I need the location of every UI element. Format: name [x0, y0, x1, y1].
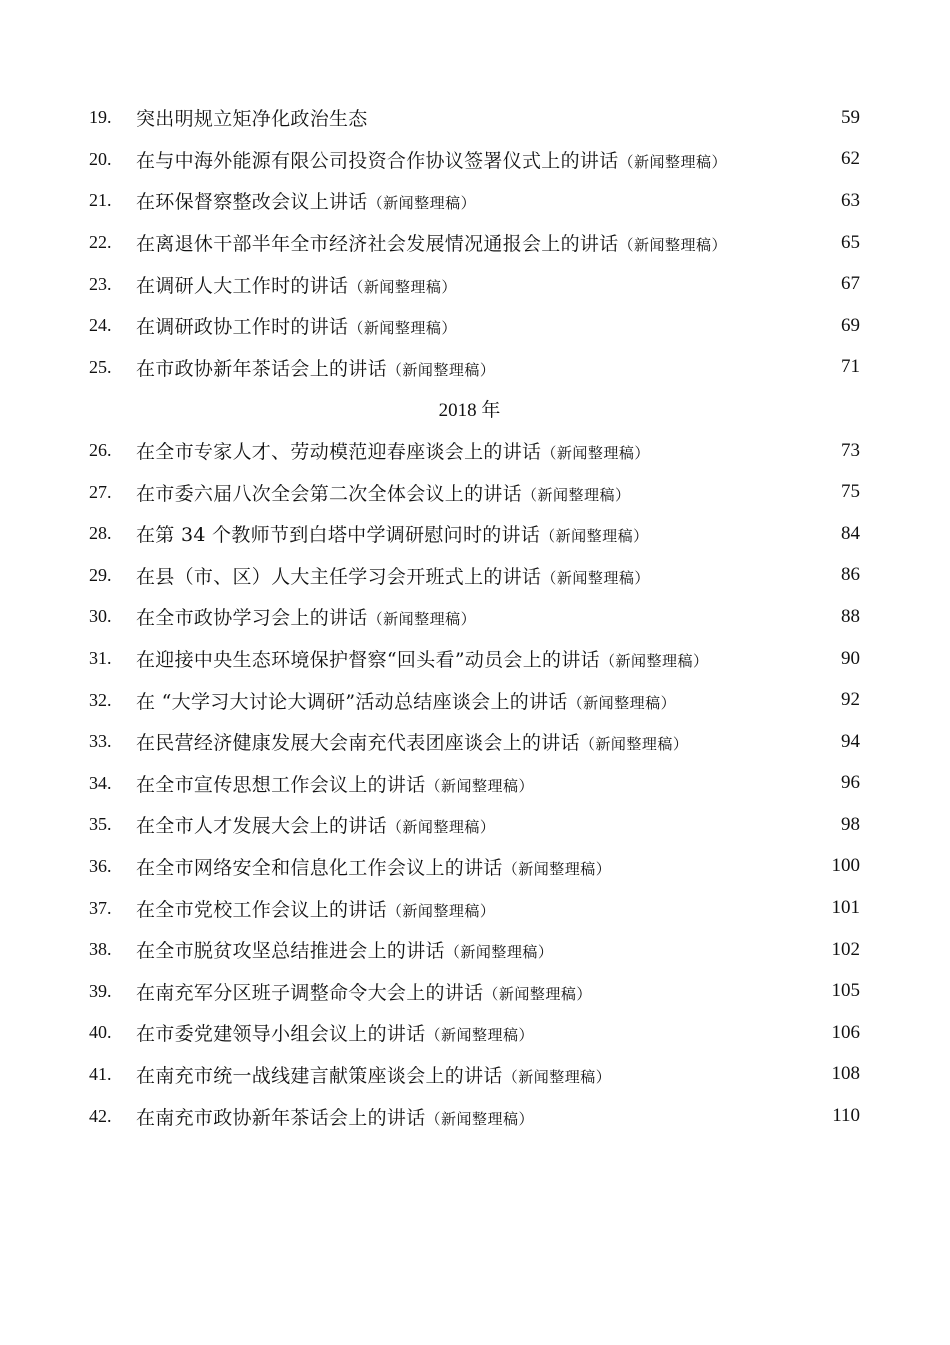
entry-page-number: 71 — [841, 356, 860, 378]
entry-title-wrap — [136, 229, 835, 256]
entry-title: 在与中海外能源有限公司投资合作协议签署仪式上的讲话 — [136, 149, 619, 172]
entry-title: 在全市政协学习会上的讲话 — [136, 607, 368, 630]
entry-page-number: 105 — [831, 980, 860, 1002]
entry-title: 在南充市统一战线建言献策座谈会上的讲话 — [136, 1064, 503, 1087]
toc-entry[interactable] — [89, 430, 860, 472]
entry-title-wrap — [136, 645, 835, 672]
entry-title-wrap — [136, 1061, 826, 1088]
entry-note: （新闻整理稿） — [425, 1109, 535, 1128]
entry-title-wrap — [136, 853, 826, 880]
entry-note: （新闻整理稿） — [386, 818, 496, 837]
entry-note: （新闻整理稿） — [367, 610, 477, 629]
entry-number: 32. — [89, 689, 112, 710]
entry-title-wrap — [136, 437, 835, 464]
entry-page-number: 100 — [831, 855, 860, 877]
entry-number: 30. — [89, 606, 112, 627]
entry-number: 39. — [89, 980, 112, 1001]
entry-number: 19. — [89, 107, 112, 128]
entry-title: 在 “大学习大讨论大调研”活动总结座谈会上的讲话 — [136, 690, 568, 713]
entry-title-wrap — [136, 603, 835, 630]
entry-page-number: 102 — [831, 938, 860, 960]
entry-title-wrap — [136, 936, 826, 963]
toc-entry[interactable] — [89, 1054, 860, 1096]
entry-title: 突出明规立矩净化政治生态 — [136, 108, 368, 131]
entry-page-number: 84 — [841, 522, 860, 544]
toc-entry[interactable] — [89, 887, 860, 929]
entry-number: 34. — [89, 772, 112, 793]
entry-note: （新闻整理稿） — [502, 859, 612, 878]
entry-title-wrap — [136, 895, 826, 922]
entry-title-wrap — [136, 187, 835, 214]
entry-number: 38. — [89, 939, 112, 960]
entry-note: （新闻整理稿） — [348, 319, 457, 338]
entry-note: （新闻整理稿） — [618, 152, 728, 171]
entry-page-number: 88 — [841, 605, 860, 627]
entry-title: 在全市宣传思想工作会议上的讲话 — [136, 773, 426, 796]
entry-title: 在全市网络安全和信息化工作会议上的讲话 — [136, 856, 503, 879]
entry-title: 在调研政协工作时的讲话 — [136, 316, 349, 339]
entry-number: 29. — [89, 564, 112, 585]
year-heading: 2018 年 — [438, 400, 501, 422]
entry-title: 在迎接中央生态环境保护督察“回头看”动员会上的讲话 — [136, 649, 600, 672]
entry-note: （新闻整理稿） — [386, 901, 496, 920]
entry-title-wrap — [136, 728, 835, 755]
toc-entry[interactable] — [89, 804, 860, 846]
entry-title: 在全市人才发展大会上的讲话 — [136, 815, 387, 838]
entry-title: 在调研人大工作时的讲话 — [136, 274, 349, 297]
table-of-contents — [89, 97, 860, 1137]
entry-title: 在环保督察整改会议上讲话 — [136, 191, 368, 214]
entry-note: （新闻整理稿） — [425, 776, 535, 795]
entry-title-wrap — [136, 811, 835, 838]
entry-number: 33. — [89, 731, 112, 752]
entry-title: 在全市脱贫攻坚总结推进会上的讲话 — [136, 940, 445, 963]
entry-note: （新闻整理稿） — [567, 693, 677, 712]
toc-entry[interactable] — [89, 513, 860, 555]
entry-title: 在南充市政协新年茶话会上的讲话 — [136, 1106, 426, 1129]
entry-note: （新闻整理稿） — [483, 984, 592, 1003]
entry-note: （新闻整理稿） — [386, 360, 496, 379]
toc-entry[interactable] — [89, 679, 860, 721]
entry-title: 在市委党建领导小组会议上的讲话 — [136, 1023, 426, 1046]
entry-title-wrap — [136, 104, 835, 131]
entry-note: （新闻整理稿） — [522, 485, 631, 504]
toc-entry[interactable] — [89, 139, 860, 181]
toc-entry[interactable] — [89, 555, 860, 597]
entry-note: （新闻整理稿） — [444, 943, 554, 962]
entry-number: 36. — [89, 855, 112, 876]
entry-page-number: 69 — [841, 314, 860, 336]
toc-group-2018 — [89, 430, 860, 1137]
entry-note: （新闻整理稿） — [618, 236, 728, 255]
entry-title: 在民营经济健康发展大会南充代表团座谈会上的讲话 — [136, 732, 580, 755]
entry-number: 31. — [89, 648, 112, 669]
entry-title-wrap — [136, 271, 835, 298]
entry-page-number: 73 — [841, 439, 860, 461]
entry-page-number: 101 — [831, 897, 860, 919]
entry-note: （新闻整理稿） — [579, 735, 689, 754]
entry-note: （新闻整理稿） — [541, 568, 650, 587]
entry-page-number: 67 — [841, 273, 860, 295]
entry-title-wrap — [136, 1103, 826, 1130]
entry-note: （新闻整理稿） — [599, 652, 709, 671]
toc-entry[interactable] — [89, 929, 860, 971]
entry-page-number: 65 — [841, 231, 860, 253]
entry-note: （新闻整理稿） — [348, 277, 457, 296]
entry-title-wrap — [136, 978, 826, 1005]
entry-title: 在离退休干部半年全市经济社会发展情况通报会上的讲话 — [136, 233, 619, 256]
entry-title-wrap — [136, 562, 835, 589]
entry-title-wrap — [136, 1019, 826, 1046]
entry-number: 26. — [89, 440, 112, 461]
entry-page-number: 63 — [841, 189, 860, 211]
entry-title: 在市政协新年茶话会上的讲话 — [136, 357, 387, 380]
entry-title-wrap — [136, 687, 835, 714]
entry-number: 27. — [89, 481, 112, 502]
entry-number: 40. — [89, 1022, 112, 1043]
toc-entry[interactable] — [89, 305, 860, 347]
entry-page-number: 108 — [831, 1063, 860, 1085]
toc-entry[interactable] — [89, 471, 860, 513]
entry-number: 22. — [89, 232, 112, 253]
entry-note: （新闻整理稿） — [367, 194, 477, 213]
entry-page-number: 106 — [831, 1021, 860, 1043]
entry-number: 35. — [89, 814, 112, 835]
toc-entry[interactable] — [89, 846, 860, 888]
entry-title: 在第 34 个教师节到白塔中学调研慰问时的讲话 — [136, 524, 541, 547]
entry-number: 37. — [89, 897, 112, 918]
entry-number: 23. — [89, 273, 112, 294]
entry-page-number: 75 — [841, 481, 860, 503]
entry-title: 在县（市、区）人大主任学习会开班式上的讲话 — [136, 565, 542, 588]
entry-page-number: 96 — [841, 772, 860, 794]
entry-note: （新闻整理稿） — [425, 1026, 535, 1045]
toc-entry[interactable] — [89, 97, 860, 139]
entry-title-wrap — [136, 354, 835, 381]
entry-note: （新闻整理稿） — [541, 444, 650, 463]
toc-entry[interactable] — [89, 970, 860, 1012]
entry-page-number: 94 — [841, 730, 860, 752]
entry-title-wrap — [136, 770, 835, 797]
toc-entry[interactable] — [89, 263, 860, 305]
toc-entry[interactable] — [89, 763, 860, 805]
entry-number: 42. — [89, 1105, 112, 1126]
entry-page-number: 92 — [841, 689, 860, 711]
entry-note: （新闻整理稿） — [540, 527, 649, 546]
entry-title-wrap — [136, 146, 835, 173]
entry-title: 在市委六届八次全会第二次全体会议上的讲话 — [136, 482, 523, 505]
entry-number: 28. — [89, 523, 112, 544]
toc-group-2017 — [89, 97, 860, 388]
entry-title-wrap — [136, 520, 835, 547]
entry-note: （新闻整理稿） — [502, 1067, 612, 1086]
entry-number: 24. — [89, 315, 112, 336]
entry-page-number: 59 — [841, 106, 860, 128]
entry-page-number: 90 — [841, 647, 860, 669]
toc-entry[interactable] — [89, 638, 860, 680]
entry-title-wrap — [136, 312, 835, 339]
entry-title-wrap — [136, 479, 835, 506]
entry-title: 在全市专家人才、劳动模范迎春座谈会上的讲话 — [136, 441, 542, 464]
entry-page-number: 110 — [832, 1105, 860, 1127]
toc-entry[interactable] — [89, 1012, 860, 1054]
entry-page-number: 98 — [841, 813, 860, 835]
toc-entry[interactable] — [89, 180, 860, 222]
entry-title: 在南充军分区班子调整命令大会上的讲话 — [136, 981, 484, 1004]
entry-page-number: 62 — [841, 148, 860, 170]
toc-entry[interactable] — [89, 222, 860, 264]
toc-entry[interactable] — [89, 347, 860, 389]
entry-title: 在全市党校工作会议上的讲话 — [136, 898, 387, 921]
entry-number: 21. — [89, 190, 112, 211]
entry-number: 25. — [89, 356, 112, 377]
toc-entry[interactable] — [89, 596, 860, 638]
entry-number: 20. — [89, 148, 112, 169]
entry-page-number: 86 — [841, 564, 860, 586]
toc-entry[interactable] — [89, 721, 860, 763]
toc-entry[interactable] — [89, 1095, 860, 1137]
entry-number: 41. — [89, 1063, 112, 1084]
